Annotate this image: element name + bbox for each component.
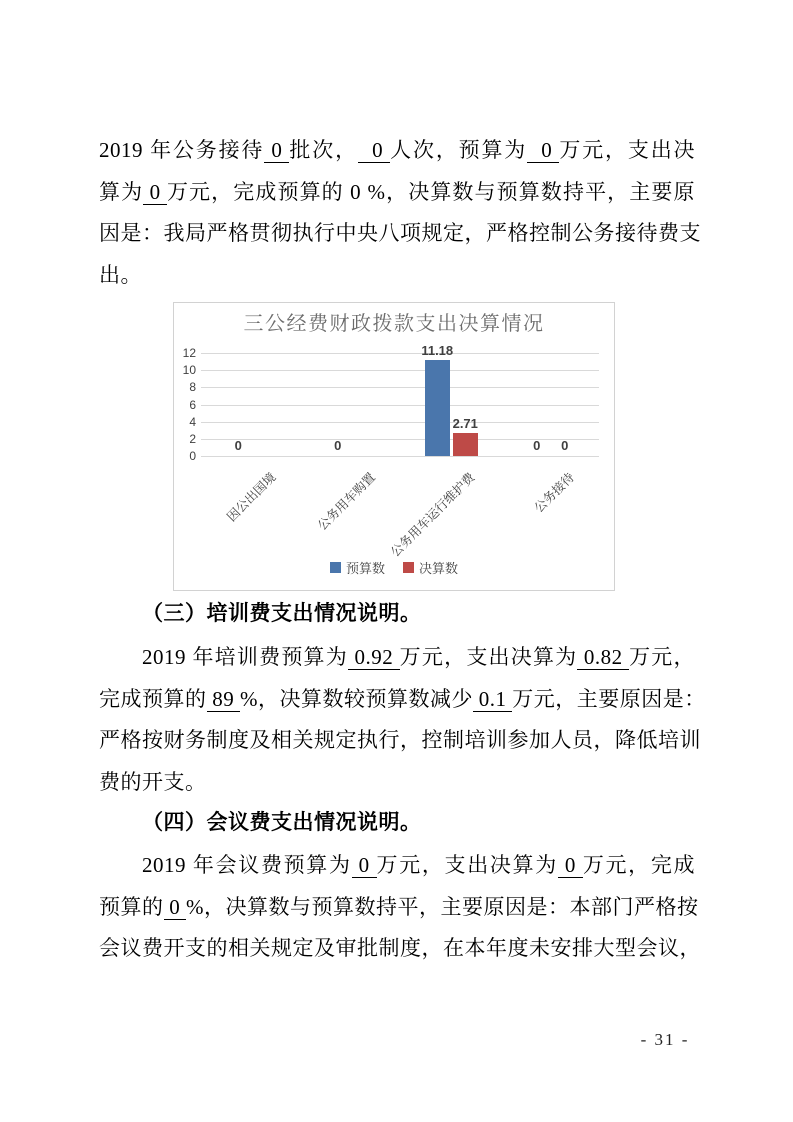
blank-value: 0.1 bbox=[473, 686, 513, 711]
bar-value-label: 0 bbox=[234, 438, 242, 453]
blank-value: 0 bbox=[527, 138, 560, 162]
blank-value: 0 bbox=[264, 138, 290, 162]
text-segment: 2019 年培训费预算为 bbox=[142, 645, 348, 669]
text-segment: %，决算数较预算数减少 bbox=[240, 686, 473, 711]
doc-line bbox=[99, 213, 701, 255]
blank-value: 0 bbox=[163, 894, 186, 919]
x-axis-category-label: 公务用车运行维护费 bbox=[388, 470, 478, 560]
legend-item bbox=[330, 558, 385, 577]
doc-line bbox=[99, 887, 699, 929]
section-heading-training: （三）培训费支出情况说明。 bbox=[142, 601, 422, 625]
x-axis-category-label: 公务用车购置 bbox=[315, 470, 379, 534]
doc-line bbox=[99, 172, 695, 214]
blank-value: 0 bbox=[357, 138, 391, 162]
chart-bar bbox=[453, 433, 478, 456]
doc-line bbox=[99, 130, 695, 172]
text-segment: 算为 bbox=[99, 179, 144, 204]
gridline bbox=[201, 370, 599, 371]
doc-line bbox=[99, 928, 701, 970]
paragraph-reception bbox=[99, 130, 701, 296]
gridline bbox=[201, 405, 599, 406]
y-axis-tick-label: 6 bbox=[189, 397, 196, 412]
text-segment: 批次， bbox=[289, 138, 358, 162]
text-segment: 万元，支出决算为 bbox=[399, 645, 578, 669]
blank-value: 0 bbox=[351, 853, 377, 877]
gridline bbox=[201, 387, 599, 388]
y-axis-tick-label: 8 bbox=[189, 380, 196, 395]
doc-line bbox=[99, 720, 701, 762]
doc-line bbox=[99, 637, 695, 679]
text-segment: 2019 年公务接待 bbox=[99, 138, 265, 162]
blank-value: 0 bbox=[143, 179, 167, 204]
y-axis-tick-label: 12 bbox=[182, 346, 196, 360]
gridline bbox=[201, 456, 599, 457]
blank-value: 0.92 bbox=[347, 645, 400, 669]
bar-value-label: 0 bbox=[533, 438, 541, 453]
text-segment: %，决算数与预算数持平，主要原因是：本部门严格按 bbox=[186, 894, 699, 919]
text-segment: 万元，完成预算的 0 %，决算数与预算数持平，主要原 bbox=[166, 179, 696, 204]
section-heading-meeting: （四）会议费支出情况说明。 bbox=[142, 810, 422, 834]
text-segment: 完成预算的 bbox=[99, 686, 207, 711]
x-axis-category-label: 因公出国境 bbox=[224, 470, 279, 525]
text-segment: 会议费开支的相关规定及审批制度，在本年度未安排大型会议， bbox=[99, 936, 701, 960]
legend-swatch bbox=[330, 562, 341, 573]
blank-value: 89 bbox=[206, 686, 240, 711]
text-segment: 2019 年会议费预算为 bbox=[142, 853, 352, 877]
y-axis-tick-label: 2 bbox=[189, 431, 196, 446]
chart-bar bbox=[425, 360, 450, 456]
bar-value-label: 0 bbox=[334, 438, 342, 453]
blank-value: 0.82 bbox=[577, 645, 630, 669]
text-segment: 万元， bbox=[629, 645, 696, 669]
chart bbox=[173, 302, 615, 591]
blank-value: 0 bbox=[557, 853, 583, 877]
text-segment: 费的开支。 bbox=[99, 769, 207, 794]
text-segment: 因是：我局严格贯彻执行中央八项规定，严格控制公务接待费支 bbox=[99, 221, 701, 245]
bar-value-label: 11.18 bbox=[421, 343, 454, 359]
bar-value-label: 0 bbox=[561, 438, 569, 453]
chart-title: 三公经费财政拨款支出决算情况 bbox=[243, 313, 545, 335]
gridline bbox=[201, 422, 599, 423]
legend-label: 决算数 bbox=[419, 561, 459, 576]
doc-line bbox=[99, 762, 695, 804]
text-segment: 人次，预算为 bbox=[390, 138, 528, 162]
y-axis-tick-label: 0 bbox=[189, 449, 196, 463]
paragraph-training bbox=[99, 637, 706, 803]
doc-line bbox=[99, 255, 695, 297]
text-segment: 万元，主要原因是： bbox=[512, 686, 706, 711]
text-segment: 严格按财务制度及相关规定执行，控制培训参加人员，降低培训 bbox=[99, 728, 701, 752]
x-axis-category-label: 公务接待 bbox=[532, 470, 578, 516]
text-segment: 万元，支出决 bbox=[559, 138, 696, 162]
page-number: - 31 - bbox=[640, 1030, 690, 1049]
chart-legend bbox=[174, 558, 614, 577]
legend-label: 预算数 bbox=[345, 561, 385, 576]
y-axis-tick-label: 10 bbox=[182, 363, 196, 378]
text-segment: 万元，完成 bbox=[582, 853, 696, 877]
text-segment: 预算的 bbox=[99, 894, 164, 919]
doc-line bbox=[99, 679, 706, 721]
bar-value-label: 2.71 bbox=[452, 415, 478, 431]
y-axis-tick-label: 4 bbox=[189, 414, 196, 429]
text-segment: 出。 bbox=[99, 262, 142, 287]
legend-item bbox=[403, 558, 458, 577]
paragraph-meeting bbox=[99, 845, 701, 970]
text-segment: 万元，支出决算为 bbox=[376, 853, 558, 877]
doc-line bbox=[99, 845, 695, 887]
legend-swatch bbox=[403, 562, 414, 573]
gridline bbox=[201, 353, 599, 354]
